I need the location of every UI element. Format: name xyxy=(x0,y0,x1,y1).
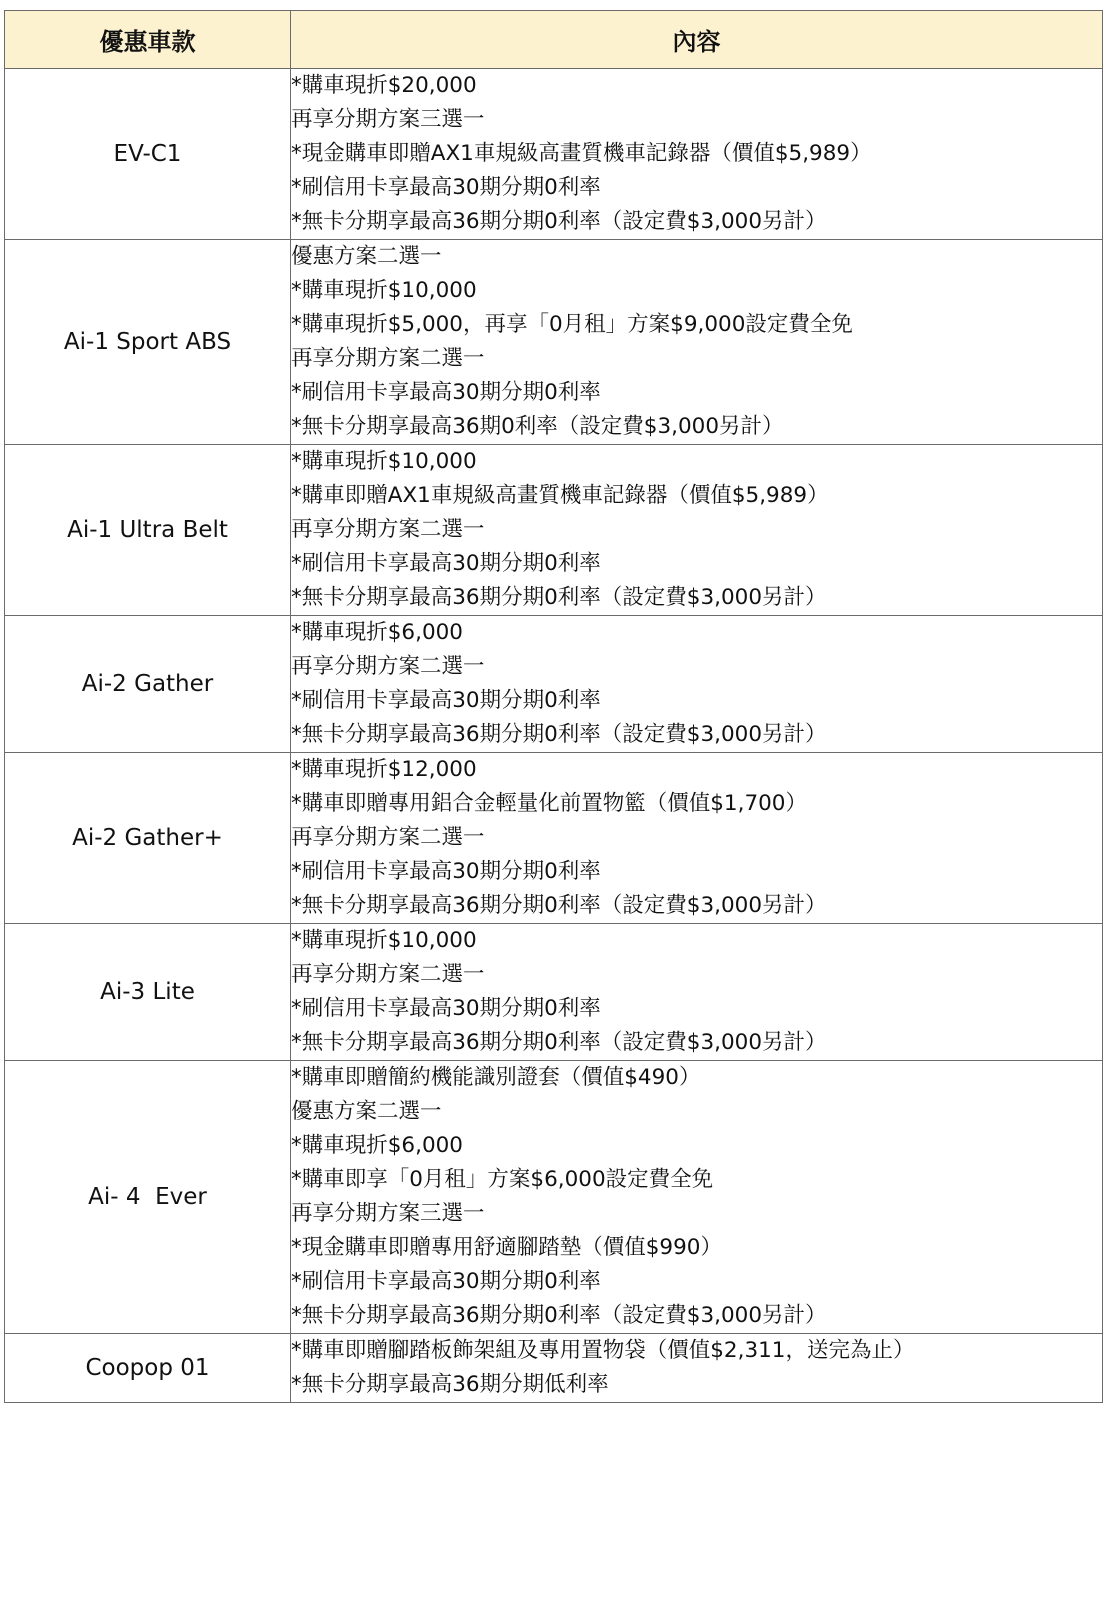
promotion-line: *刷信用卡享最高30期分期0利率 xyxy=(291,688,601,713)
promotion-content-cell xyxy=(291,445,1103,616)
model-name-cell: Ai-3 Lite xyxy=(5,924,291,1061)
table-header xyxy=(5,11,1103,69)
promotion-line: 再享分期方案二選一 xyxy=(291,346,485,371)
table-body xyxy=(5,69,1103,1403)
promotion-line: *購車現折$10,000 xyxy=(291,928,477,953)
promotion-line: 優惠方案二選一 xyxy=(291,244,442,269)
promotion-line: *購車現折$6,000 xyxy=(291,1133,463,1158)
promotion-line: *刷信用卡享最高30期分期0利率 xyxy=(291,380,601,405)
promotion-line: 再享分期方案三選一 xyxy=(291,107,485,132)
promotion-line: *購車即享「0月租」方案$6,000設定費全免 xyxy=(291,1167,714,1192)
promotion-content-cell xyxy=(291,753,1103,924)
header-content: 內容 xyxy=(291,11,1103,69)
promotion-line: *無卡分期享最高36期分期0利率（設定費$3,000另計） xyxy=(291,1303,827,1328)
promotion-line: *購車現折$6,000 xyxy=(291,620,463,645)
promotion-line: *無卡分期享最高36期0利率（設定費$3,000另計） xyxy=(291,414,784,439)
table-row xyxy=(5,924,1103,1061)
promotion-line: *購車現折$10,000 xyxy=(291,449,477,474)
promotion-line: *無卡分期享最高36期分期0利率（設定費$3,000另計） xyxy=(291,585,827,610)
promotion-line: *現金購車即贈AX1車規級高畫質機車記錄器（價值$5,989） xyxy=(291,141,872,166)
promotion-line: *現金購車即贈專用舒適腳踏墊（價值$990） xyxy=(291,1235,722,1260)
model-name-cell: Ai-1 Sport ABS xyxy=(5,240,291,445)
table-row xyxy=(5,69,1103,240)
promotion-line: *購車現折$10,000 xyxy=(291,278,477,303)
promotion-content-cell xyxy=(291,616,1103,753)
promotion-line: 再享分期方案二選一 xyxy=(291,825,485,850)
promotion-line: *刷信用卡享最高30期分期0利率 xyxy=(291,1269,601,1294)
promotion-line: 優惠方案二選一 xyxy=(291,1099,442,1124)
model-name-cell: Ai-1 Ultra Belt xyxy=(5,445,291,616)
table-row xyxy=(5,753,1103,924)
promotion-content-cell xyxy=(291,69,1103,240)
promotion-line: *購車現折$12,000 xyxy=(291,757,477,782)
model-name-cell: EV-C1 xyxy=(5,69,291,240)
promotion-line: *購車現折$5,000，再享「0月租」方案$9,000設定費全免 xyxy=(291,312,853,337)
table-row xyxy=(5,240,1103,445)
promotion-line: 再享分期方案二選一 xyxy=(291,517,485,542)
promotion-line: *刷信用卡享最高30期分期0利率 xyxy=(291,859,601,884)
promotion-line: 再享分期方案三選一 xyxy=(291,1201,485,1226)
promotion-line: *購車即贈腳踏板飾架組及專用置物袋（價值$2,311，送完為止） xyxy=(291,1338,915,1363)
promotion-content-cell xyxy=(291,1334,1103,1403)
promotion-content-cell xyxy=(291,240,1103,445)
promotion-line: *購車現折$20,000 xyxy=(291,73,477,98)
table-row xyxy=(5,445,1103,616)
promotion-content-cell xyxy=(291,924,1103,1061)
header-row xyxy=(5,11,1103,69)
table-row xyxy=(5,1334,1103,1403)
promotion-content-cell xyxy=(291,1061,1103,1334)
promotion-line: *購車即贈簡約機能識別證套（價值$490） xyxy=(291,1065,701,1090)
promotion-line: *無卡分期享最高36期分期低利率 xyxy=(291,1372,609,1397)
promotion-line: *刷信用卡享最高30期分期0利率 xyxy=(291,175,601,200)
table-row xyxy=(5,1061,1103,1334)
promotion-line: *購車即贈AX1車規級高畫質機車記錄器（價值$5,989） xyxy=(291,483,829,508)
promotion-line: *購車即贈專用鋁合金輕量化前置物籃（價值$1,700） xyxy=(291,791,807,816)
promotion-line: *無卡分期享最高36期分期0利率（設定費$3,000另計） xyxy=(291,209,827,234)
promotion-line: *無卡分期享最高36期分期0利率（設定費$3,000另計） xyxy=(291,1030,827,1055)
model-name-cell: Ai-2 Gather+ xyxy=(5,753,291,924)
promotion-table xyxy=(4,10,1103,1403)
promotion-line: *無卡分期享最高36期分期0利率（設定費$3,000另計） xyxy=(291,893,827,918)
promotion-line: 再享分期方案二選一 xyxy=(291,962,485,987)
header-model: 優惠車款 xyxy=(5,11,291,69)
promotion-line: *刷信用卡享最高30期分期0利率 xyxy=(291,996,601,1021)
promotion-line: *無卡分期享最高36期分期0利率（設定費$3,000另計） xyxy=(291,722,827,747)
model-name-cell: Coopop 01 xyxy=(5,1334,291,1403)
promotion-line: *刷信用卡享最高30期分期0利率 xyxy=(291,551,601,576)
model-name-cell: Ai- 4 Ever xyxy=(5,1061,291,1334)
promotion-line: 再享分期方案二選一 xyxy=(291,654,485,679)
model-name-cell: Ai-2 Gather xyxy=(5,616,291,753)
table-row xyxy=(5,616,1103,753)
